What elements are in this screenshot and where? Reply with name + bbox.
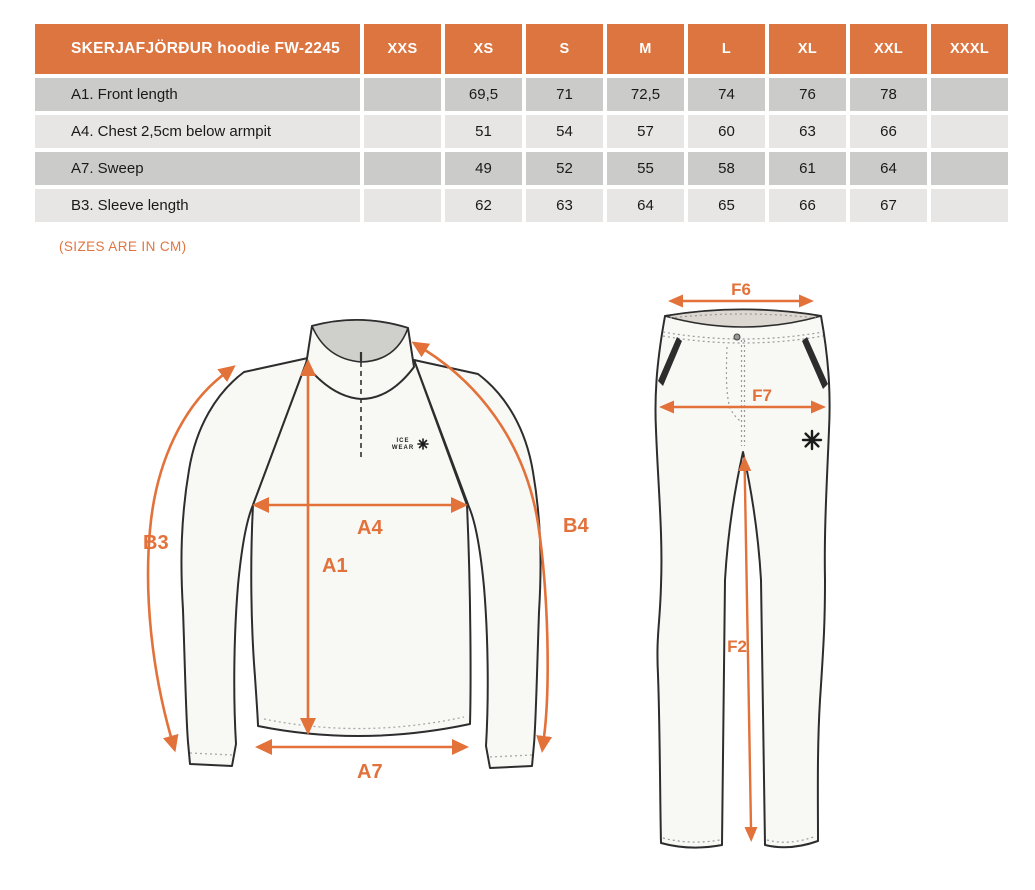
table-title: SKERJAFJÖRÐUR hoodie FW-2245 xyxy=(35,24,360,74)
cell: 62 xyxy=(445,189,522,222)
cell: 63 xyxy=(769,115,846,148)
col-header-xxl: XXL xyxy=(850,24,927,74)
col-header-xs: XS xyxy=(445,24,522,74)
snowflake-icon xyxy=(418,439,428,449)
cell xyxy=(364,78,441,111)
waist-button xyxy=(734,334,740,340)
size-table xyxy=(35,24,1008,222)
cell: 52 xyxy=(526,152,603,185)
cell: 78 xyxy=(850,78,927,111)
cell: 58 xyxy=(688,152,765,185)
cell xyxy=(931,152,1008,185)
label-A4: A4 xyxy=(357,517,383,539)
row-label-front-length: A1. Front length xyxy=(35,78,360,111)
cell: 69,5 xyxy=(445,78,522,111)
cell xyxy=(931,78,1008,111)
row-label-chest: A4. Chest 2,5cm below armpit xyxy=(35,115,360,148)
cell: 54 xyxy=(526,115,603,148)
label-F7: F7 xyxy=(752,386,772,405)
cell: 63 xyxy=(526,189,603,222)
cell xyxy=(364,189,441,222)
cell: 67 xyxy=(850,189,927,222)
col-header-l: L xyxy=(688,24,765,74)
cell: 61 xyxy=(769,152,846,185)
cell: 72,5 xyxy=(607,78,684,111)
label-F2: F2 xyxy=(727,637,747,656)
cell: 74 xyxy=(688,78,765,111)
cell: 64 xyxy=(607,189,684,222)
cell: 66 xyxy=(769,189,846,222)
label-A7: A7 xyxy=(357,761,383,783)
cell: 49 xyxy=(445,152,522,185)
cell: 76 xyxy=(769,78,846,111)
cell: 65 xyxy=(688,189,765,222)
col-header-xxs: XXS xyxy=(364,24,441,74)
hoodie-outline xyxy=(181,320,540,768)
cell: 64 xyxy=(850,152,927,185)
label-A1: A1 xyxy=(322,555,348,577)
label-B3: B3 xyxy=(143,532,169,554)
pants-outline xyxy=(655,310,829,848)
snowflake-icon xyxy=(803,431,821,449)
cell: 66 xyxy=(850,115,927,148)
pants-diagram xyxy=(640,280,880,880)
cell: 60 xyxy=(688,115,765,148)
cell xyxy=(931,115,1008,148)
brand-text-line2: WEAR xyxy=(391,445,415,451)
col-header-xl: XL xyxy=(769,24,846,74)
col-header-xxxl: XXXL xyxy=(931,24,1008,74)
row-label-sweep: A7. Sweep xyxy=(35,152,360,185)
cell: 51 xyxy=(445,115,522,148)
hoodie-diagram xyxy=(140,295,610,795)
row-label-sleeve-length: B3. Sleeve length xyxy=(35,189,360,222)
label-F6: F6 xyxy=(731,280,751,299)
brand-text-line1: ICE xyxy=(396,438,410,444)
cell xyxy=(364,152,441,185)
col-header-s: S xyxy=(526,24,603,74)
cell: 57 xyxy=(607,115,684,148)
units-note: (SIZES ARE IN CM) xyxy=(59,239,187,254)
cell xyxy=(931,189,1008,222)
cell xyxy=(364,115,441,148)
label-B4: B4 xyxy=(563,515,589,537)
cell: 55 xyxy=(607,152,684,185)
col-header-m: M xyxy=(607,24,684,74)
cell: 71 xyxy=(526,78,603,111)
